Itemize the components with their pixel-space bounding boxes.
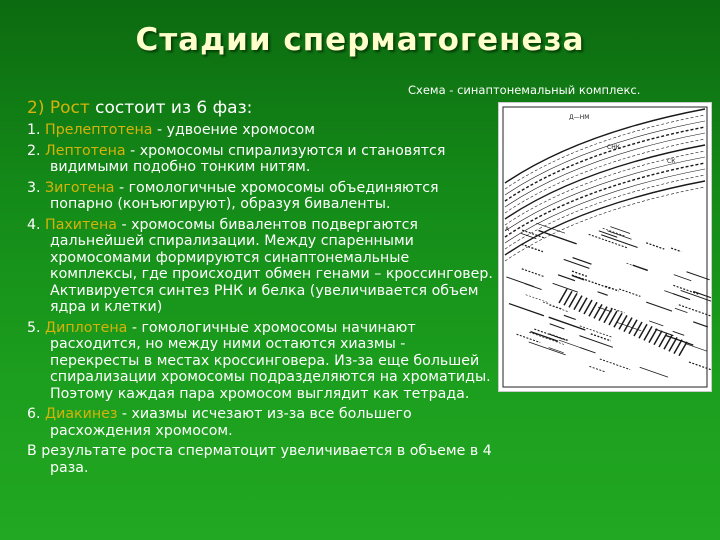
- phase-term: Диакинез: [45, 406, 118, 422]
- phase-item: [27, 320, 497, 403]
- phase-item: [27, 406, 497, 439]
- phase-number: 3.: [27, 179, 46, 196]
- phase-term: Зиготена: [45, 179, 115, 196]
- phase-item: [27, 217, 497, 316]
- conclusion-text: В результате роста сперматоцит увеличивается в объеме в 4 раза.: [27, 443, 492, 476]
- phase-description: - хромосомы бивалентов подвергаются дальнейшей спирализации. Между спаренными хромосомами формируются синаптонемальные комплексы, где происходит обмен генами – кроссинговер. Активируется синтез РНК и белка (увеличивается объем ядра и клетки): [50, 216, 493, 315]
- page-title: Стадии сперматогенеза: [135, 22, 585, 58]
- phase-term: Пахитена: [45, 216, 117, 233]
- lead-line: [27, 98, 497, 118]
- phase-description: - хромосомы спирализуются и становятся видимыми подобно тонким нитям.: [50, 142, 446, 175]
- figure-label-top: Д—НМ: [569, 114, 590, 121]
- figure-caption: Схема - синаптонемальный комплекс.: [408, 83, 641, 97]
- lead-number: 2): [27, 98, 45, 118]
- phase-item: [27, 180, 497, 213]
- figure-label-a: А: [505, 226, 510, 233]
- phase-term: Лептотена: [45, 142, 126, 159]
- phase-description: - удвоение хромосом: [152, 122, 315, 138]
- phase-number: 6.: [27, 406, 46, 422]
- lead-term: Рост: [49, 98, 90, 118]
- phase-number: 1.: [27, 122, 46, 138]
- synaptonemal-complex-figure: [498, 102, 712, 392]
- synaptonemal-complex-drawing: [499, 103, 711, 391]
- phase-term: Прелептотена: [45, 122, 153, 138]
- phase-item: [27, 143, 497, 176]
- phase-description: - гомологичные хромосомы объединяются попарно (конъюгируют), образуя биваленты.: [50, 179, 439, 212]
- phase-description: - хиазмы исчезают из-за все большего расхождения хромосом.: [50, 406, 412, 439]
- figure-label-sk: СК: [667, 158, 676, 165]
- phase-term: Диплотена: [45, 319, 128, 336]
- phase-description: - гомологичные хромосомы начинают расходится, но между ними остаются хиазмы - перекресты в местах кроссинговера. Из-за еще большей спирализации хромосомы подразделяются на хроматиды. Поэтому каждая пара хромосом выглядит как тетрада.: [50, 319, 491, 402]
- figure-label-snk: СНК: [607, 144, 620, 151]
- phase-number: 5.: [27, 319, 46, 336]
- lead-text: состоит из 6 фаз:: [89, 98, 253, 118]
- phase-item: [27, 122, 497, 139]
- phases-text: [27, 98, 497, 480]
- phase-number: 4.: [27, 216, 46, 233]
- phase-number: 2.: [27, 142, 46, 159]
